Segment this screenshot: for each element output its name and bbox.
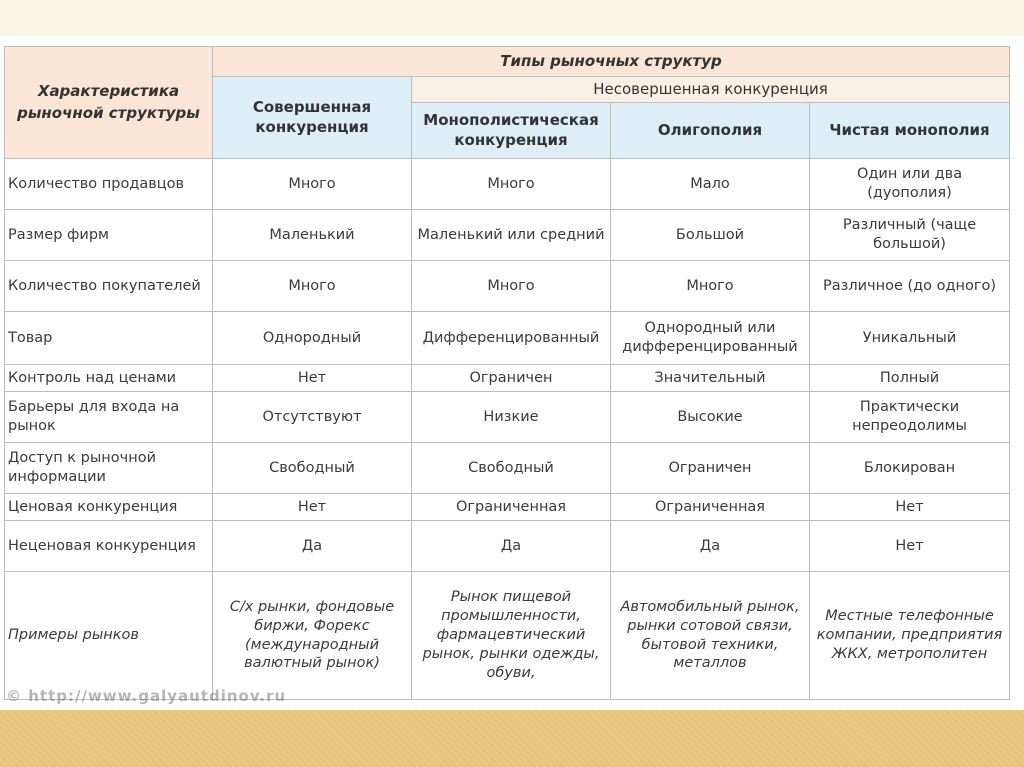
table-frame xyxy=(0,44,1016,704)
table-cell: Ограничен xyxy=(412,365,611,392)
row-label: Контроль над ценами xyxy=(5,365,213,392)
row-label: Примеры рынков xyxy=(5,572,213,700)
table-cell: Ограниченная xyxy=(412,494,611,521)
table-row xyxy=(5,210,1010,261)
table-cell: Большой xyxy=(611,210,810,261)
table-cell: Низкие xyxy=(412,392,611,443)
header-market-types: Типы рыночных структур xyxy=(213,47,1010,77)
row-label: Количество покупателей xyxy=(5,261,213,312)
table-cell: Нет xyxy=(810,494,1010,521)
table-cell: Значительный xyxy=(611,365,810,392)
table-cell: Один или два (дуополия) xyxy=(810,159,1010,210)
table-cell: Дифференцированный xyxy=(412,312,611,365)
table-row xyxy=(5,443,1010,494)
header-characteristic: Характеристика рыночной структуры xyxy=(5,47,213,159)
table-cell: Много xyxy=(611,261,810,312)
table-row xyxy=(5,365,1010,392)
table-row xyxy=(5,392,1010,443)
header-monopolistic-competition: Монополистическая конкуренция xyxy=(412,103,611,159)
table-cell: Ограничен xyxy=(611,443,810,494)
table-row xyxy=(5,159,1010,210)
table-row xyxy=(5,261,1010,312)
table-cell: Местные телефонные компании, предприятия ЖКХ, метрополитен xyxy=(810,572,1010,700)
table-cell: Блокирован xyxy=(810,443,1010,494)
table-cell: Однородный xyxy=(213,312,412,365)
table-cell: Высокие xyxy=(611,392,810,443)
table-cell: Много xyxy=(213,159,412,210)
examples-row xyxy=(5,572,1010,700)
bottom-band xyxy=(0,710,1024,767)
table-cell: Полный xyxy=(810,365,1010,392)
table-cell: Ограниченная xyxy=(611,494,810,521)
table-cell: Автомобильный рынок, рынки сотовой связи, бытовой техники, металлов xyxy=(611,572,810,700)
row-label: Доступ к рыночной информации xyxy=(5,443,213,494)
table-cell: Нет xyxy=(213,494,412,521)
table-cell: Свободный xyxy=(213,443,412,494)
table-cell: Много xyxy=(213,261,412,312)
table-cell: С/х рынки, фондовые биржи, Форекс (международный валютный рынок) xyxy=(213,572,412,700)
top-band xyxy=(0,0,1024,36)
row-label: Ценовая конкуренция xyxy=(5,494,213,521)
row-label: Товар xyxy=(5,312,213,365)
table-cell: Много xyxy=(412,159,611,210)
table-cell: Нет xyxy=(213,365,412,392)
header-row-1 xyxy=(5,47,1010,77)
table-cell: Маленький или средний xyxy=(412,210,611,261)
table-cell: Много xyxy=(412,261,611,312)
table-row xyxy=(5,312,1010,365)
table-row xyxy=(5,521,1010,572)
table-cell: Да xyxy=(611,521,810,572)
row-label: Неценовая конкуренция xyxy=(5,521,213,572)
row-label: Барьеры для входа на рынок xyxy=(5,392,213,443)
market-structures-table xyxy=(4,46,1010,700)
row-label: Размер фирм xyxy=(5,210,213,261)
table-cell: Да xyxy=(412,521,611,572)
table-cell: Свободный xyxy=(412,443,611,494)
table-cell: Различный (чаще большой) xyxy=(810,210,1010,261)
table-cell: Нет xyxy=(810,521,1010,572)
header-pure-monopoly: Чистая монополия xyxy=(810,103,1010,159)
table-cell: Однородный или дифференцированный xyxy=(611,312,810,365)
header-oligopoly: Олигополия xyxy=(611,103,810,159)
table-cell: Различное (до одного) xyxy=(810,261,1010,312)
watermark: © http://www.galyautdinov.ru xyxy=(6,687,287,705)
table-cell: Да xyxy=(213,521,412,572)
table-cell: Мало xyxy=(611,159,810,210)
header-perfect-competition: Совершенная конкуренция xyxy=(213,77,412,159)
table-cell: Отсутствуют xyxy=(213,392,412,443)
table-cell: Практически непреодолимы xyxy=(810,392,1010,443)
table-cell: Рынок пищевой промышленности, фармацевтический рынок, рынки одежды, обуви, xyxy=(412,572,611,700)
table-cell: Маленький xyxy=(213,210,412,261)
row-label: Количество продавцов xyxy=(5,159,213,210)
header-imperfect-competition: Несовершенная конкуренция xyxy=(412,77,1010,103)
table-row xyxy=(5,494,1010,521)
table-cell: Уникальный xyxy=(810,312,1010,365)
